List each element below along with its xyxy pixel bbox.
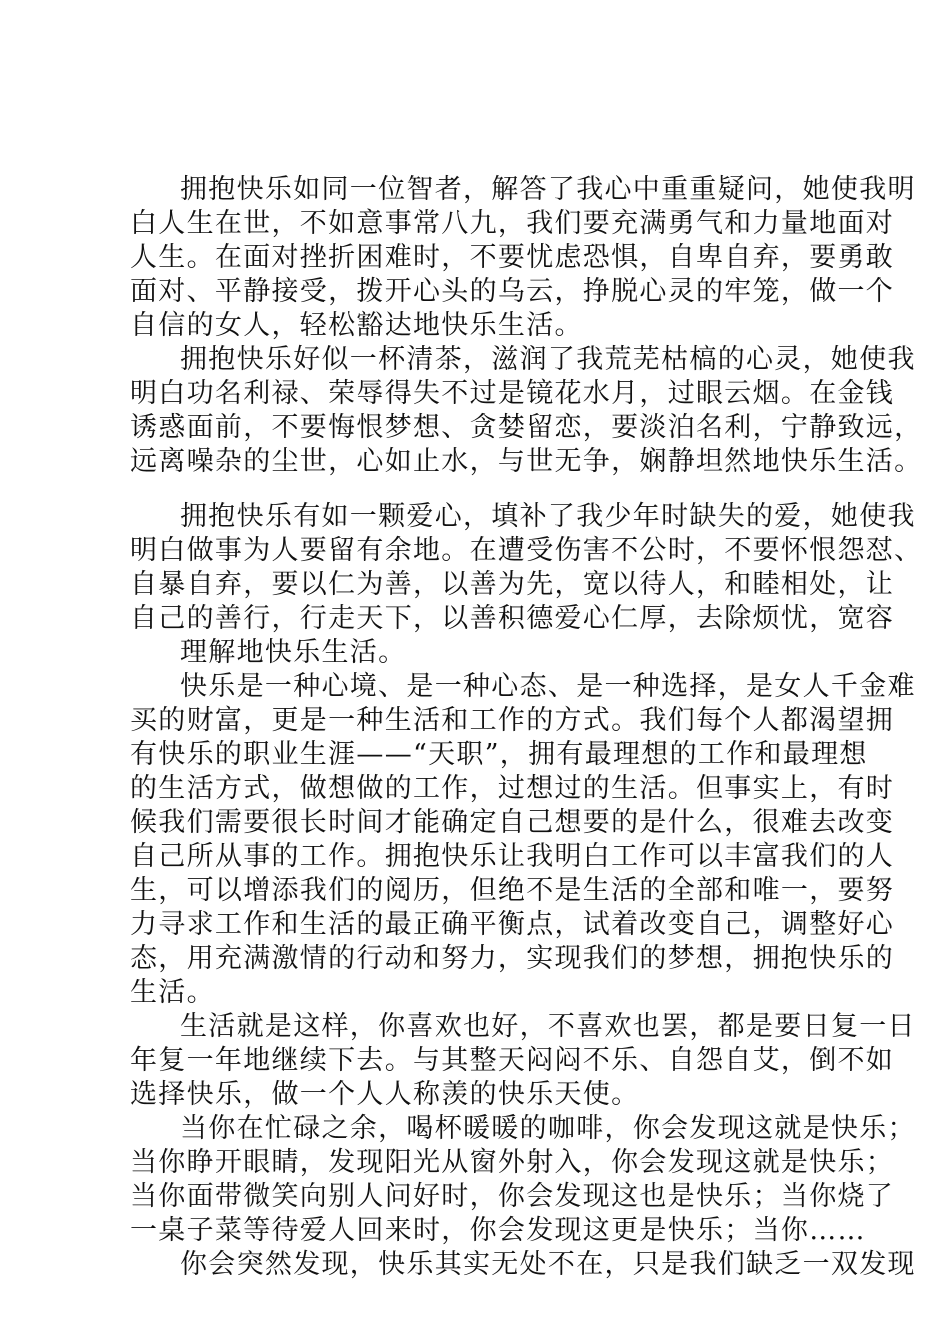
text-line: 选择快乐，做一个人人称羡的快乐天使。: [130, 1079, 640, 1110]
text-line: 远离噪杂的尘世，心如止水，与世无争，娴静坦然地快乐生活。: [130, 446, 923, 477]
text-line: 当你睁开眼睛，发现阳光从窗外射入，你会发现这就是快乐；: [130, 1147, 895, 1178]
text-line: 快乐是一种心境、是一种心态、是一种选择，是女人千金难: [180, 671, 916, 702]
text-line: 自己的善行，行走天下，以善积德爱心仁厚，去除烦忧，宽容: [130, 603, 895, 634]
text-line: 明白做事为人要留有余地。在遭受伤害不公时，不要怀恨怨怼、: [130, 535, 923, 566]
text-line: 拥抱快乐有如一颗爱心，填补了我少年时缺失的爱，她使我: [180, 501, 916, 532]
text-line: 生活就是这样，你喜欢也好，不喜欢也罢，都是要日复一日: [180, 1011, 916, 1042]
text-line: 拥抱快乐好似一杯清茶，滋润了我荒芜枯槁的心灵，她使我: [180, 344, 916, 375]
text-line: 明白功名利禄、荣辱得失不过是镜花水月，过眼云烟。在金钱: [130, 378, 895, 409]
text-line: 态，用充满激情的行动和努力，实现我们的梦想，拥抱快乐的: [130, 943, 895, 974]
text-line: 人生。在面对挫折困难时，不要忧虑恐惧，自卑自弃，要勇敢: [130, 242, 895, 273]
text-line: 候我们需要很长时间才能确定自己想要的是什么，很难去改变: [130, 807, 895, 838]
text-line: 面对、平静接受，拨开心头的乌云，挣脱心灵的牢笼，做一个: [130, 276, 895, 307]
text-line: 你会突然发现，快乐其实无处不在，只是我们缺乏一双发现: [180, 1249, 916, 1280]
text-line: 诱惑面前，不要悔恨梦想、贪婪留恋，要淡泊名利，宁静致远，: [130, 412, 923, 443]
text-line: 当你在忙碌之余，喝杯暖暖的咖啡，你会发现这就是快乐；: [180, 1113, 916, 1144]
text-line: 理解地快乐生活。: [180, 637, 407, 668]
text-line: 当你面带微笑向别人问好时，你会发现这也是快乐；当你烧了: [130, 1181, 895, 1212]
text-line: 年复一年地继续下去。与其整天闷闷不乐、自怨自艾，倒不如: [130, 1045, 895, 1076]
text-line: 生，可以增添我们的阅历，但绝不是生活的全部和唯一，要努: [130, 875, 895, 906]
text-line: 的生活方式，做想做的工作，过想过的生活。但事实上，有时: [130, 773, 895, 804]
text-line: 生活。: [130, 977, 215, 1008]
text-line: 力寻求工作和生活的最正确平衡点，试着改变自己，调整好心: [130, 909, 895, 940]
text-line: 一桌子菜等待爱人回来时，你会发现这更是快乐；当你……: [130, 1215, 866, 1246]
text-line: 自暴自弃，要以仁为善，以善为先，宽以待人，和睦相处，让: [130, 569, 895, 600]
text-line: 自信的女人，轻松豁达地快乐生活。: [130, 310, 583, 341]
text-line: 拥抱快乐如同一位智者，解答了我心中重重疑问，她使我明: [180, 174, 916, 205]
text-line: 有快乐的职业生涯——“天职”，拥有最理想的工作和最理想: [130, 739, 868, 770]
text-line: 买的财富，更是一种生活和工作的方式。我们每个人都渴望拥: [130, 705, 895, 736]
text-line: 白人生在世，不如意事常八九，我们要充满勇气和力量地面对: [130, 208, 895, 239]
text-line: 自己所从事的工作。拥抱快乐让我明白工作可以丰富我们的人: [130, 841, 895, 872]
